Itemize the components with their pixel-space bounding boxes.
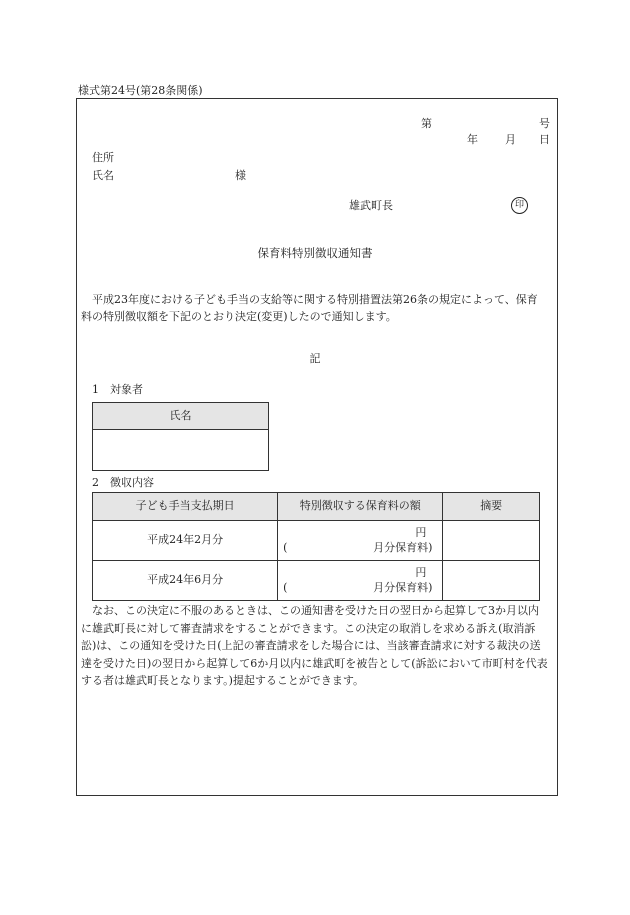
document-number-prefix: 第	[421, 117, 432, 130]
levy-table	[92, 492, 540, 601]
levy-amount-cell[interactable]	[278, 561, 443, 601]
open-paren: (	[283, 541, 288, 554]
levy-amount-header: 特別徴収する保育料の額	[278, 493, 443, 521]
month-fee-label: 月分保育料)	[373, 541, 433, 554]
recipient-name-label: 氏名	[92, 169, 114, 182]
table-row	[93, 561, 540, 601]
section-levy-label: 2 徴収内容	[92, 476, 154, 489]
section-target-label: 1 対象者	[92, 383, 143, 396]
levy-amount-cell[interactable]	[278, 521, 443, 561]
table-row	[93, 521, 540, 561]
issuer-name: 雄武町長	[349, 199, 393, 212]
target-name-header: 氏名	[93, 403, 269, 430]
form-number: 様式第24号(第28条関係)	[78, 84, 203, 97]
target-table	[92, 402, 269, 471]
target-name-cell[interactable]	[93, 430, 269, 471]
body-paragraph: 平成23年度における子ども手当の支給等に関する特別措置法第26条の規定によって、保育料の特別徴収額を下記のとおり決定(変更)したので通知します。	[81, 293, 538, 323]
remarks-header: 摘要	[443, 493, 540, 521]
open-paren: (	[283, 581, 288, 594]
payment-date-header: 子ども手当支払期日	[93, 493, 278, 521]
yen-unit: 円	[415, 566, 427, 579]
remarks-cell[interactable]	[443, 561, 540, 601]
recipient-address-label: 住所	[92, 151, 114, 164]
date-year: 年	[467, 133, 478, 146]
month-fee-label: 月分保育料)	[373, 581, 433, 594]
payment-date-cell: 平成24年6月分	[93, 561, 278, 601]
remarks-cell[interactable]	[443, 521, 540, 561]
seal-icon: 印	[511, 197, 528, 214]
yen-unit: 円	[415, 526, 427, 539]
date-month: 月	[505, 133, 516, 146]
appeal-notice-paragraph: なお、この決定に不服のあるときは、この通知書を受けた日の翌日から起算して3か月以内に雄武町長に対して審査請求をすることができます。この決定の取消しを求める訴え(取消訴訟)は、この通知を受けた日(上記の審査請求をした場合には、当該審査請求に対する裁決の送達を受けた日)の翌日から起算して6か月以内に雄武町を被告として(訴訟において市町村を代表する者は雄武町長となります。)提起することができます。	[81, 604, 548, 687]
ki-heading: 記	[309, 352, 321, 365]
recipient-honorific: 様	[235, 169, 246, 182]
payment-date-cell: 平成24年2月分	[93, 521, 278, 561]
date-day: 日	[539, 133, 550, 146]
document-number-suffix: 号	[539, 117, 550, 130]
document-title: 保育料特別徴収通知書	[257, 246, 373, 260]
